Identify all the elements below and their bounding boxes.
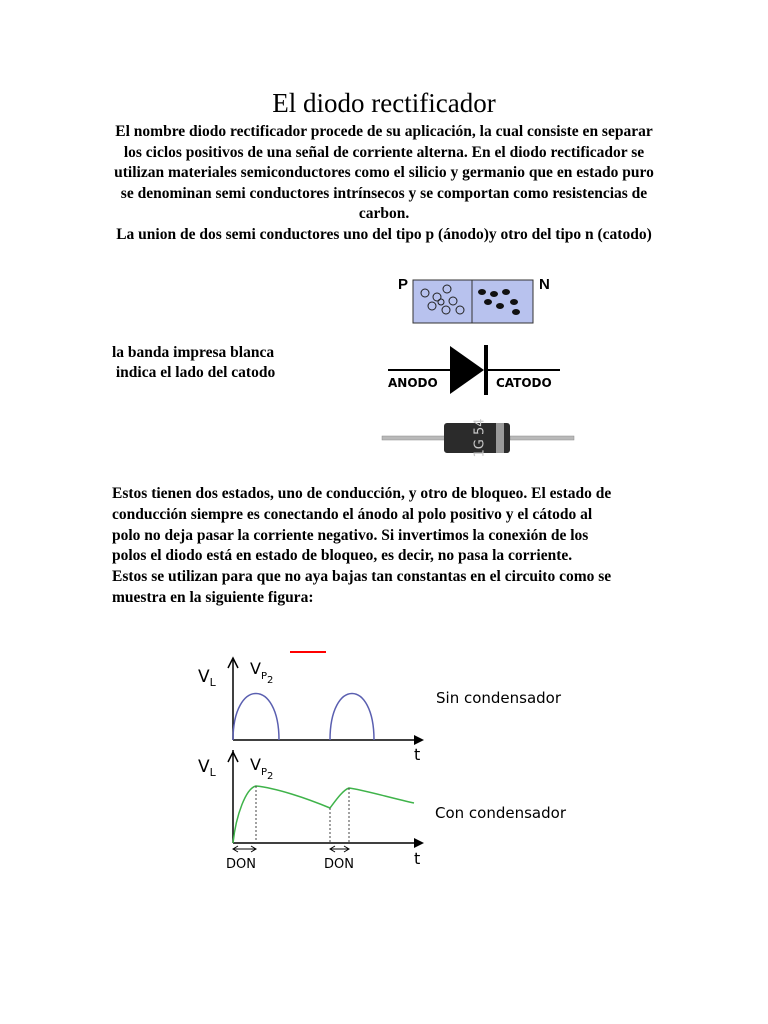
x-axis-arrow-bottom — [414, 838, 424, 848]
x-axis-arrow-top — [414, 735, 424, 745]
pn-junction-figure — [396, 272, 566, 326]
p-label: P — [398, 276, 409, 293]
filtered-voltage-curve — [233, 786, 414, 843]
don-label-1: DON — [226, 857, 256, 872]
intro-paragraph: El nombre diodo rectificador procede de su aplicación, la cual consiste en separar los ciclos positivos de una señal de corriente alterna. En el diodo rectificador se utilizan materiales semiconductores como el silicio y germanio que en estado puro se denominan semi conductores intrínsecos y se comportan como resistencias de carbon. — [114, 123, 654, 223]
estados-line: polos el diodo está en estado de bloqueo, es decir, no pasa la corriente. — [112, 547, 573, 565]
union-paragraph: La union de dos semi conductores uno del tipo p (ánodo)y otro del tipo n (catodo) — [116, 225, 652, 243]
estados-paragraph — [112, 484, 660, 609]
peak-label-bottom: $V_{P2}$ — [250, 755, 274, 782]
anode-label: ANODO — [388, 376, 438, 390]
diode-symbol-figure — [384, 340, 564, 400]
lead-wire-right — [510, 436, 574, 440]
graph-bottom — [198, 750, 567, 872]
intro-block — [108, 122, 660, 246]
half-wave-pulse-1 — [233, 694, 279, 741]
waveform-figure — [186, 640, 586, 880]
estados-line: polo no deja pasar la corriente negativo. Si invertimos la conexión de los — [112, 526, 589, 544]
estados-line: Estos se utilizan para que no aya bajas tan constantas en el circuito como se — [112, 568, 612, 586]
x-axis-label-top: t — [414, 745, 421, 764]
page-title: El diodo rectificador — [272, 88, 496, 118]
estados-line: conducción siempre es conectando el ánodo al polo positivo y el cátodo al — [112, 505, 593, 523]
cathode-band — [496, 423, 504, 453]
estados-line: Estos tienen dos estados, uno de conducción, y otro de bloqueo. El estado de — [112, 485, 612, 502]
y-axis-label-top: $V_L$ — [198, 667, 216, 689]
n-label: N — [539, 276, 550, 293]
cathode-bar — [484, 345, 488, 395]
graph-top — [198, 658, 562, 764]
don-label-2: DON — [324, 857, 354, 872]
estados-line: muestra en la siguiente figura: — [112, 588, 314, 606]
band-note-line-2: indica el lado del catodo — [112, 364, 276, 381]
peak-label-top: $V_{P2}$ — [250, 659, 274, 686]
y-axis-label-bottom: $V_L$ — [198, 757, 216, 779]
diode-marking: 1G 54 — [472, 418, 488, 458]
band-note-line-1: la banda impresa blanca — [112, 344, 275, 361]
diode-component-figure — [380, 418, 576, 458]
caption-top: Sin condensador — [436, 689, 562, 707]
anode-triangle — [450, 346, 484, 394]
caption-bottom: Con condensador — [435, 804, 566, 822]
lead-wire-left — [382, 436, 446, 440]
x-axis-label-bottom: t — [414, 849, 421, 868]
half-wave-pulse-2 — [330, 694, 374, 741]
band-note — [112, 343, 332, 383]
cathode-label: CATODO — [496, 376, 552, 390]
